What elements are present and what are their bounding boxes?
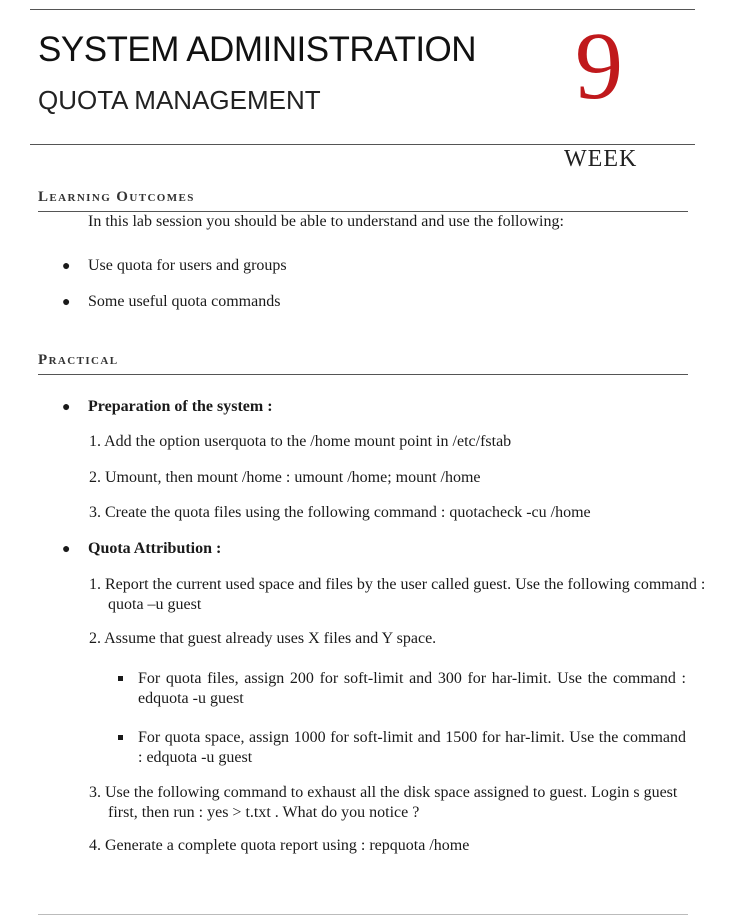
- week-number: 9: [575, 12, 623, 119]
- bullet-dot: ●: [62, 542, 71, 557]
- week-label: WEEK: [564, 146, 638, 172]
- top-rule: [30, 9, 695, 10]
- learning-outcomes-intro: In this lab session you should be able to understand and use the following:: [88, 213, 564, 230]
- attribution-step-4: 4. Generate a complete quota report using : repquota /home: [89, 837, 470, 854]
- practical-rule: [38, 374, 688, 375]
- attribution-step-2: 2. Assume that guest already uses X files and Y space.: [89, 630, 437, 647]
- attribution-title: Quota Attribution :: [88, 540, 222, 557]
- square-bullet: [118, 735, 123, 740]
- bullet-dot: ●: [62, 400, 71, 415]
- learning-outcomes-rule: [38, 211, 688, 212]
- list-item: Use quota for users and groups: [88, 257, 287, 274]
- bullet-dot: ●: [62, 259, 71, 274]
- prep-step-1: 1. Add the option userquota to the /home mount point in /etc/fstab: [89, 433, 512, 450]
- bottom-rule: [38, 914, 688, 915]
- learning-outcomes-heading: Learning Outcomes: [38, 189, 195, 205]
- list-item: Some useful quota commands: [88, 293, 281, 310]
- sub-item-quota-files: For quota files, assign 200 for soft-limit and 300 for har-limit. Use the command : edquota -u guest: [138, 670, 686, 707]
- page-title: SYSTEM ADMINISTRATION: [38, 30, 477, 69]
- prep-step-2: 2. Umount, then mount /home : umount /home; mount /home: [89, 469, 481, 486]
- prep-title: Preparation of the system :: [88, 398, 273, 415]
- bullet-dot: ●: [62, 295, 71, 310]
- page-subtitle: QUOTA MANAGEMENT: [38, 85, 321, 115]
- attribution-step-1: 1. Report the current used space and files by the user called guest. Use the following command : quota –u guest: [89, 576, 706, 613]
- prep-step-3: 3. Create the quota files using the following command : quotacheck -cu /home: [89, 504, 591, 521]
- practical-heading: Practical: [38, 352, 119, 368]
- attribution-step-3: 3. Use the following command to exhaust all the disk space assigned to guest. Login s guest first, then run : yes > t.txt . What do you notice ?: [89, 784, 678, 821]
- header-rule: [30, 144, 695, 145]
- square-bullet: [118, 676, 123, 681]
- sub-item-quota-space: For quota space, assign 1000 for soft-limit and 1500 for har-limit. Use the command : edquota -u guest: [138, 729, 686, 766]
